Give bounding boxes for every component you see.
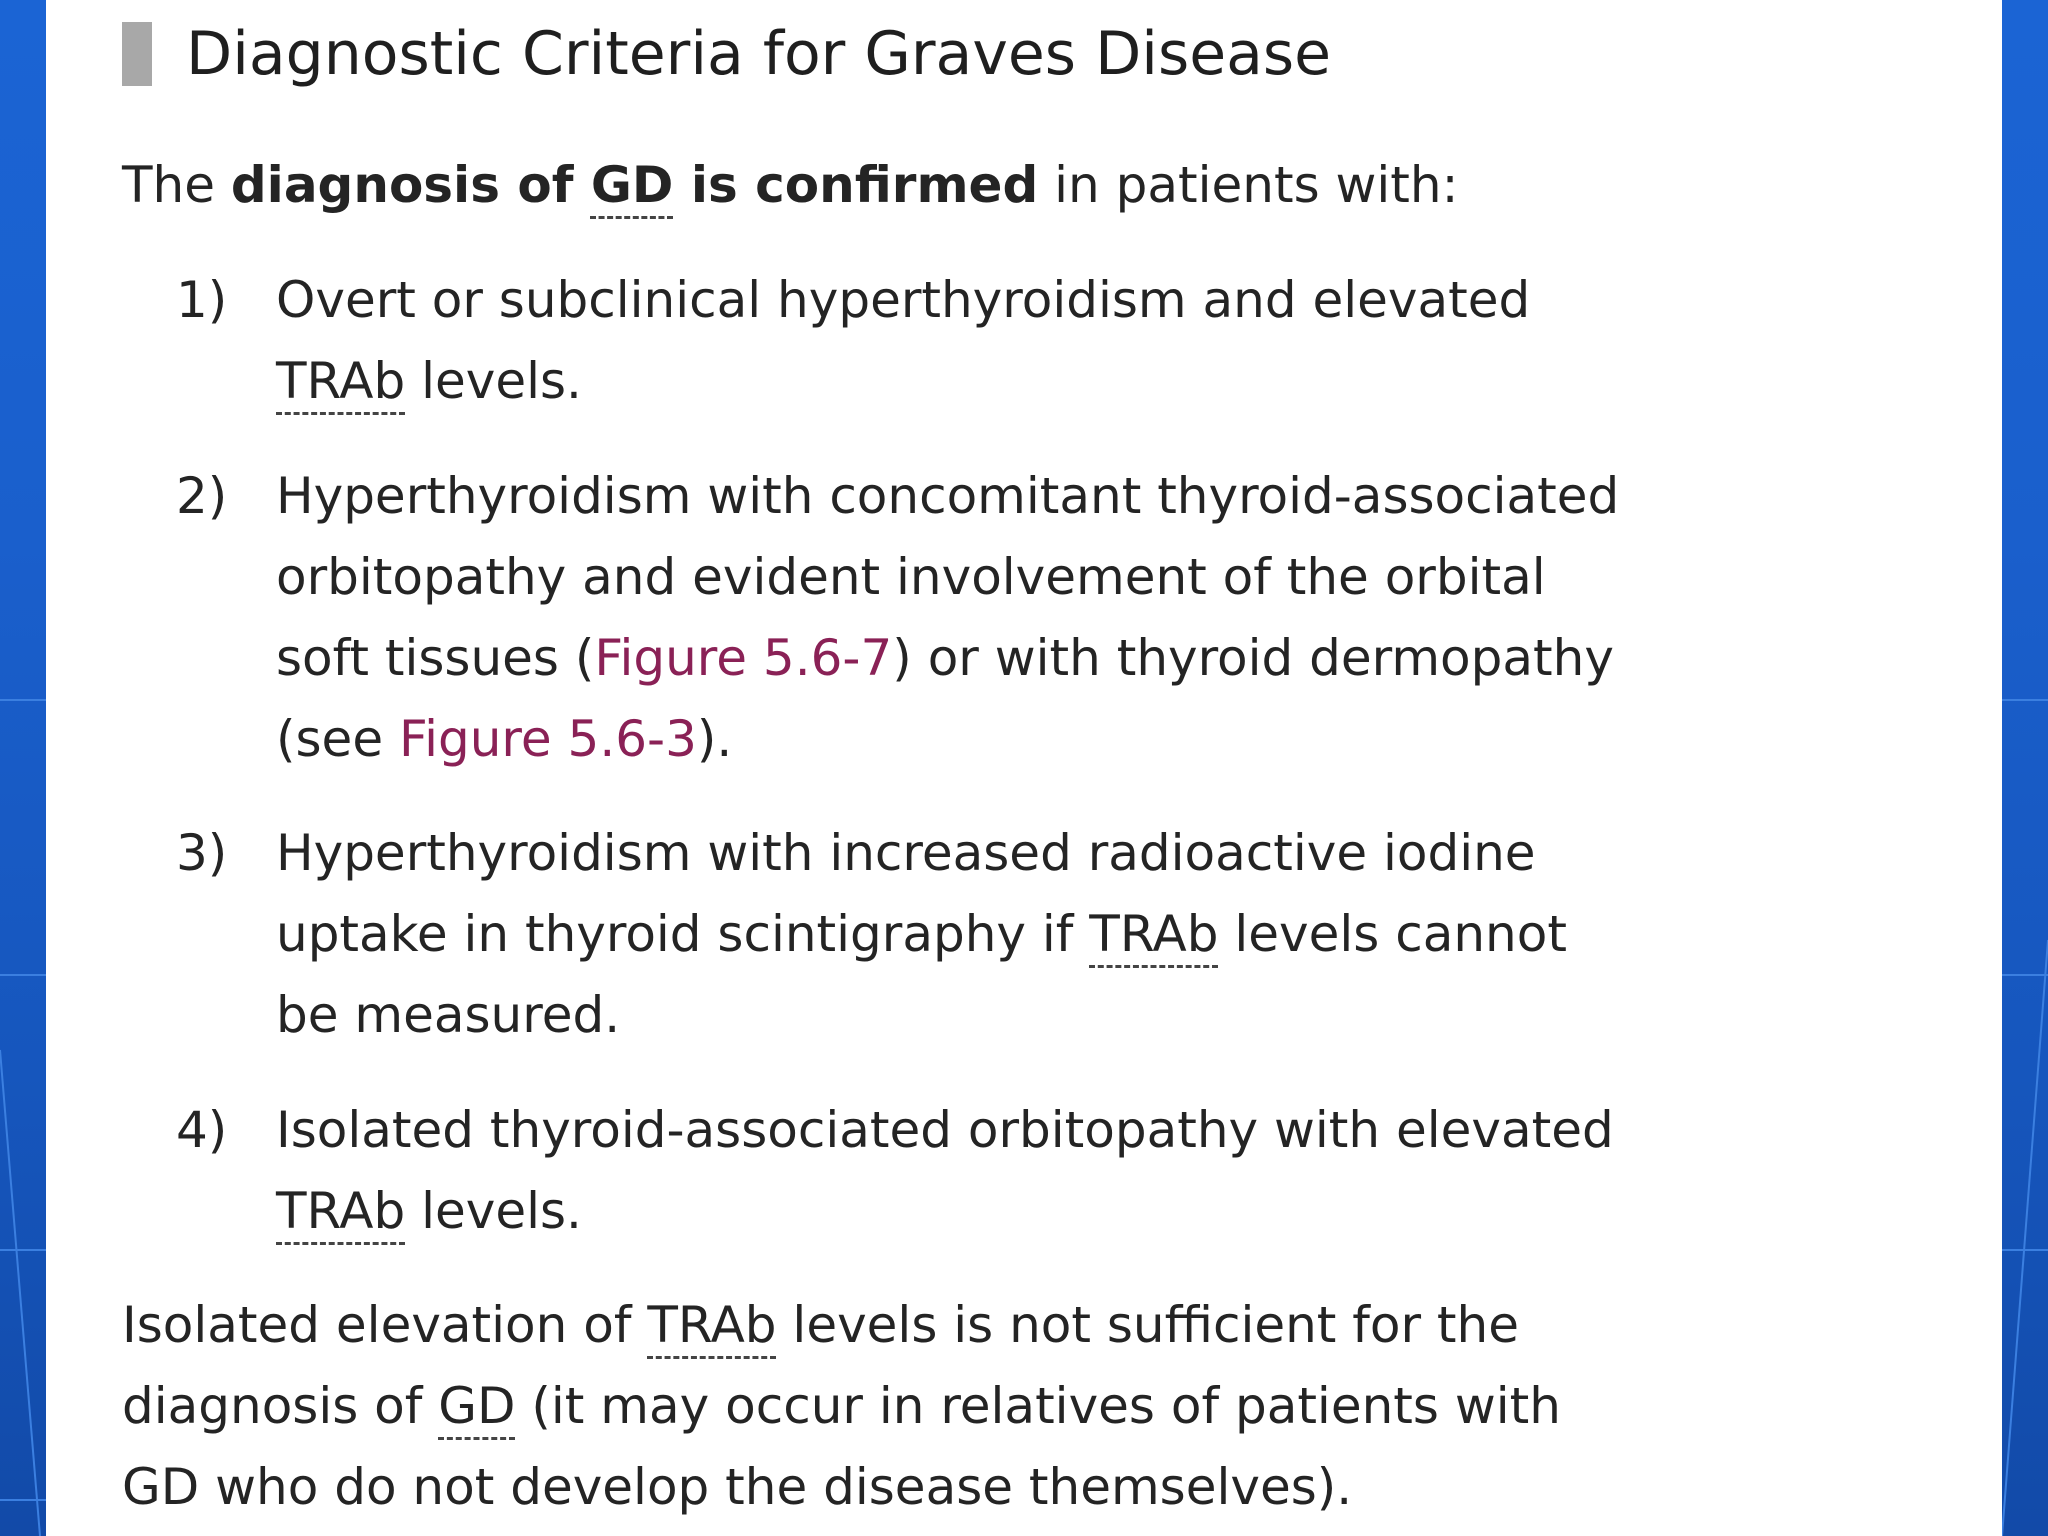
- criterion-line-end: levels.: [405, 1182, 582, 1240]
- intro-prefix: The: [122, 156, 231, 214]
- abbr-trab[interactable]: TRAb: [276, 352, 406, 410]
- intro-bold-part2: is confirmed: [673, 156, 1039, 214]
- criterion-text: ).: [696, 710, 733, 768]
- right-background-edge: [2002, 0, 2048, 1536]
- intro-text: [122, 145, 1458, 225]
- criterion-line-end: levels.: [405, 352, 582, 410]
- closing-note: [122, 1285, 1561, 1528]
- intro-bold-part1: diagnosis of: [230, 156, 591, 214]
- criterion-line: Hyperthyroidism with concomitant thyroid-associated: [276, 467, 1620, 525]
- criterion-continuation: [176, 1171, 1614, 1252]
- criterion-text: soft tissues (: [276, 629, 595, 687]
- criterion-text: ) or with thyroid dermopathy: [892, 629, 1614, 687]
- criterion-continuation: be measured.: [276, 986, 621, 1044]
- criterion-line: Hyperthyroidism with increased radioactive iodine: [276, 824, 1536, 882]
- criterion-continuation: [176, 894, 1567, 975]
- criterion-number: 3): [176, 824, 228, 882]
- intro-suffix: in patients with:: [1038, 156, 1459, 214]
- criterion-number: 2): [176, 467, 228, 525]
- figure-link-5-6-7[interactable]: Figure 5.6-7: [594, 629, 893, 687]
- slide-content: [46, 0, 2002, 1536]
- closing-text: diagnosis of: [122, 1377, 439, 1435]
- right-decoration: [2002, 0, 2048, 1536]
- closing-text: Isolated elevation of: [122, 1296, 648, 1354]
- criterion-text: (see: [276, 710, 399, 768]
- criterion-3: [176, 813, 1567, 1056]
- left-decoration: [0, 0, 46, 1536]
- abbr-gd[interactable]: GD: [590, 156, 674, 214]
- title-accent-bar: [122, 22, 152, 86]
- criterion-number: 1): [176, 271, 228, 329]
- criterion-text: uptake in thyroid scintigraphy if: [276, 905, 1090, 963]
- abbr-trab[interactable]: TRAb: [1089, 905, 1219, 963]
- abbr-trab[interactable]: TRAb: [647, 1296, 777, 1354]
- criterion-1: [176, 260, 1530, 422]
- closing-line-2: [122, 1366, 1561, 1447]
- closing-text: levels is not sufficient for the: [776, 1296, 1519, 1354]
- page-title: Diagnostic Criteria for Graves Disease: [186, 19, 1332, 89]
- abbr-trab[interactable]: TRAb: [276, 1182, 406, 1240]
- closing-line-1: [122, 1285, 1561, 1366]
- abbr-gd[interactable]: GD: [438, 1377, 516, 1435]
- figure-link-5-6-3[interactable]: Figure 5.6-3: [398, 710, 697, 768]
- criterion-continuation: [176, 341, 1530, 422]
- intro-bold: [231, 156, 1038, 214]
- criterion-line: Overt or subclinical hyperthyroidism and elevated: [276, 271, 1531, 329]
- criterion-2: [176, 456, 1619, 780]
- criterion-continuation: [176, 618, 1619, 699]
- criterion-continuation: orbitopathy and evident involvement of the orbital: [276, 548, 1546, 606]
- closing-line-3: GD who do not develop the disease themselves).: [122, 1458, 1353, 1516]
- criterion-4: [176, 1090, 1614, 1252]
- criterion-number: 4): [176, 1101, 228, 1159]
- criterion-text: levels cannot: [1218, 905, 1567, 963]
- left-background-edge: [0, 0, 46, 1536]
- criterion-continuation: [176, 699, 1619, 780]
- closing-text: (it may occur in relatives of patients with: [515, 1377, 1561, 1435]
- criterion-line: Isolated thyroid-associated orbitopathy with elevated: [276, 1101, 1614, 1159]
